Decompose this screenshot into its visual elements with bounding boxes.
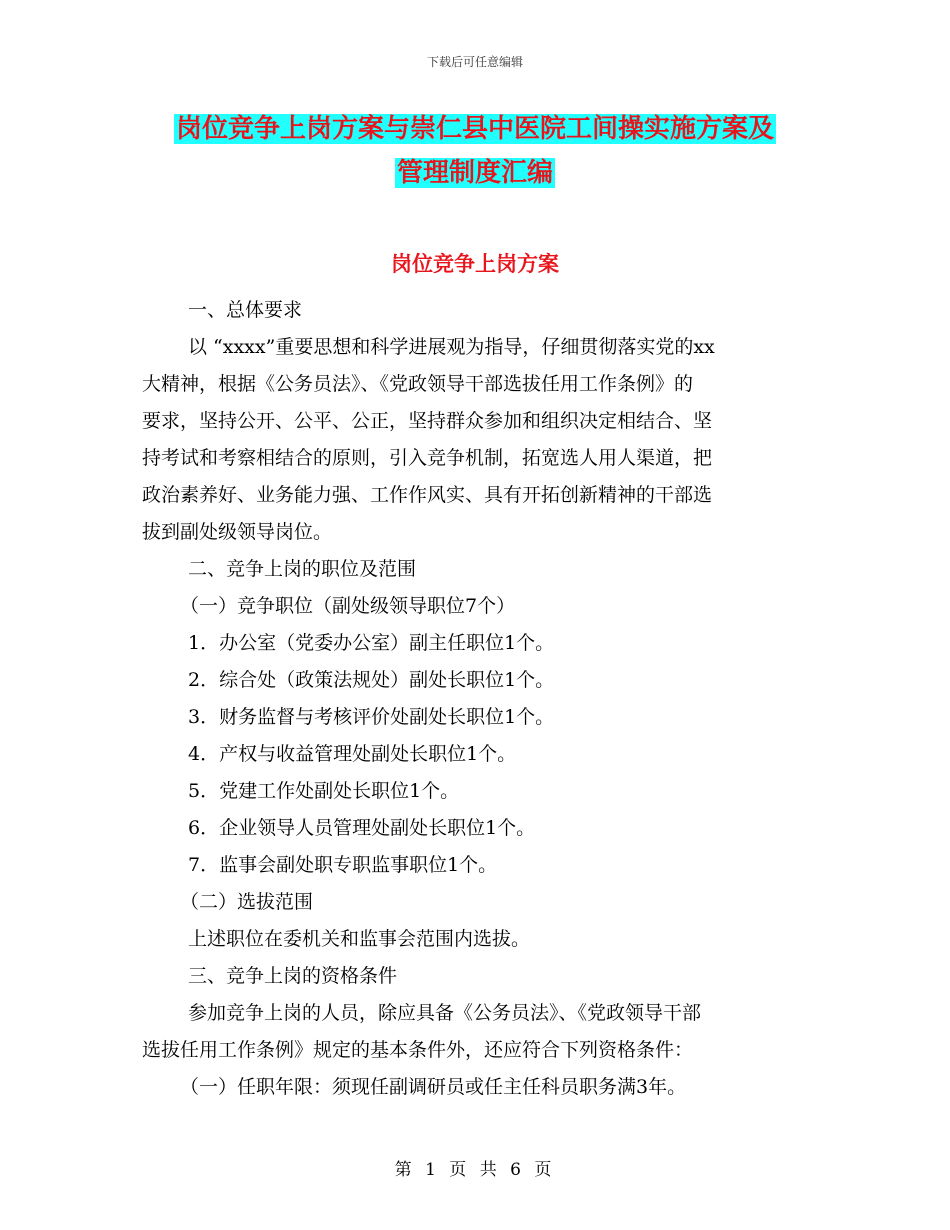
document-title-line-2: 管理制度汇编 <box>396 158 553 188</box>
document-title-line-1: 岗位竞争上岗方案与崇仁县中医院工间操实施方案及 <box>175 114 774 144</box>
paragraph-line: 要求，坚持公开、公平、公正，坚持群众参加和组织决定相结合、坚 <box>142 410 713 432</box>
heading-positions-scope: 二、竞争上岗的职位及范围 <box>188 558 417 580</box>
document-body <box>142 292 822 1106</box>
section-title: 岗位竞争上岗方案 <box>391 252 559 276</box>
list-item: 6．企业领导人员管理处副处长职位1个。 <box>188 817 536 839</box>
list-item: 4．产权与收益管理处副处长职位1个。 <box>188 743 517 765</box>
list-item: 5．党建工作处副处长职位1个。 <box>188 780 460 802</box>
paragraph-line: 拔到副处级领导岗位。 <box>142 521 333 543</box>
heading-qualifications: 三、竞争上岗的资格条件 <box>188 965 398 987</box>
subheading-positions: （一）竞争职位（副处级领导职位7个） <box>180 595 516 617</box>
list-item: 7．监事会副处职专职监事职位1个。 <box>188 854 498 876</box>
page-number: 第 1 页 共 6 页 <box>394 1160 556 1180</box>
paragraph-line: 政治素养好、业务能力强、工作作风实、具有开拓创新精神的干部选 <box>142 484 713 506</box>
paragraph-line: 上述职位在委机关和监事会范围内选拔。 <box>188 928 531 950</box>
paragraph-line: 持考试和考察相结合的原则，引入竞争机制，拓宽选人用人渠道，把 <box>142 447 713 469</box>
header-note: 下载后可任意编辑 <box>426 55 523 69</box>
paragraph-line: 选拔任用工作条例》规定的基本条件外，还应符合下列资格条件： <box>142 1039 694 1061</box>
paragraph-line: 参加竞争上岗的人员，除应具备《公务员法》、《党政领导干部 <box>188 1002 702 1024</box>
paragraph-line: （一）任职年限：须现任副调研员或任主任科员职务满3年。 <box>180 1076 687 1098</box>
paragraph-line: 大精神，根据《公务员法》、《党政领导干部选拔任用工作条例》的 <box>142 373 694 395</box>
heading-general-requirements: 一、总体要求 <box>188 299 303 321</box>
list-item: 2．综合处（政策法规处）副处长职位1个。 <box>188 669 555 691</box>
subheading-selection-scope: （二）选拔范围 <box>180 891 314 913</box>
list-item: 1．办公室（党委办公室）副主任职位1个。 <box>188 632 555 654</box>
paragraph-line: 以 “xxxx”重要思想和科学进展观为指导，仔细贯彻落实党的xx <box>188 336 715 358</box>
list-item: 3．财务监督与考核评价处副处长职位1个。 <box>188 706 555 728</box>
